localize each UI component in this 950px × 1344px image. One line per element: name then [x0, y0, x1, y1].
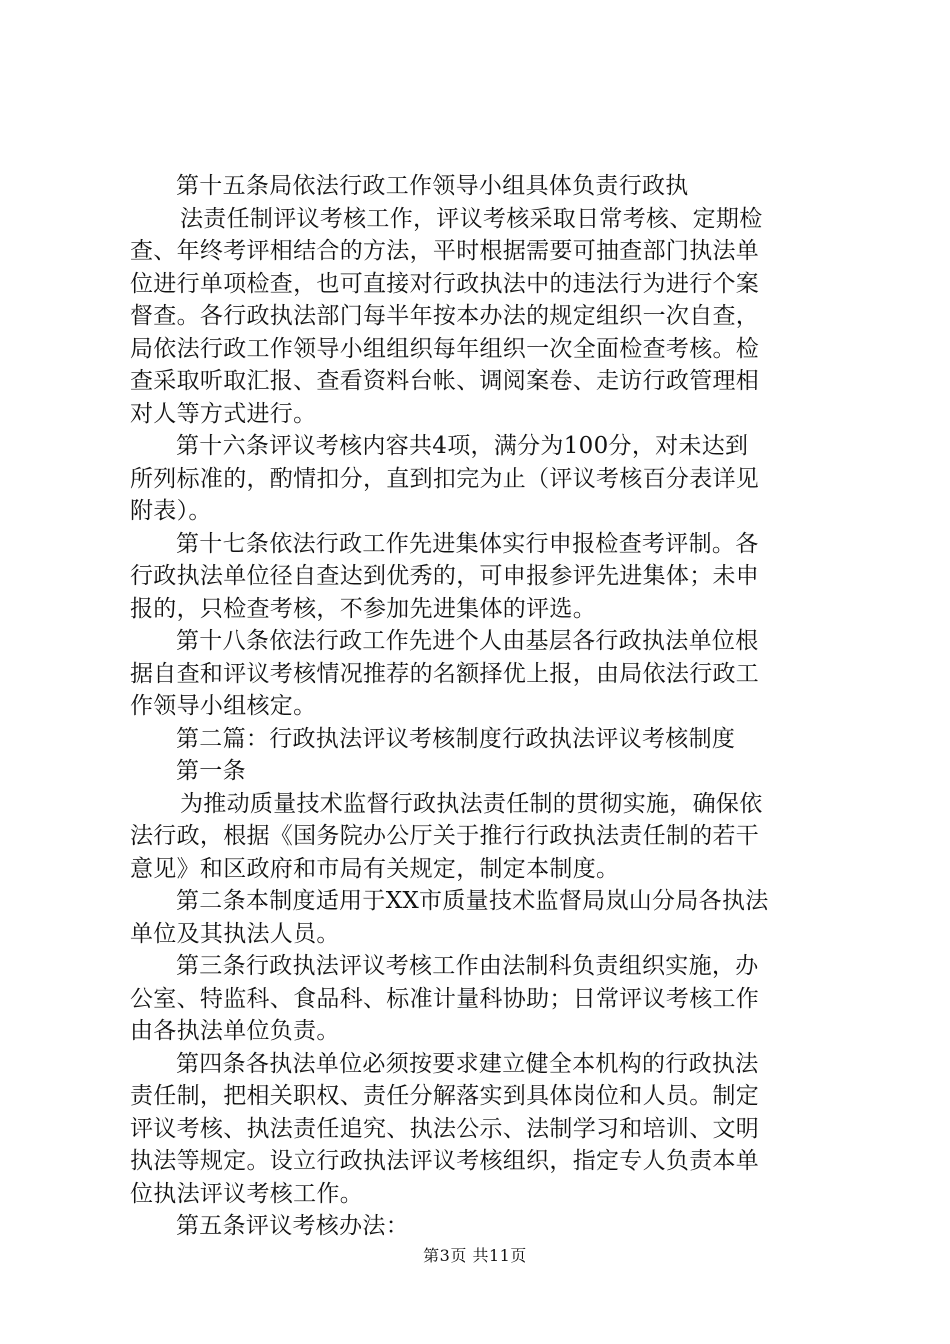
text-line: 所列标准的，酌情扣分，直到扣完为止（评议考核百分表详见 [130, 465, 760, 492]
text-line: 意见》和区政府和市局有关规定，制定本制度。 [130, 855, 620, 882]
text-line: 查、年终考评相结合的方法，平时根据需要可抽查部门执法单 [130, 238, 760, 264]
text-line: 为推动质量技术监督行政执法责任制的贯彻实施，确保依 [180, 790, 763, 817]
document-body [130, 170, 830, 1243]
text-line: 第十七条依法行政工作先进集体实行申报检查考评制。各 [176, 530, 759, 557]
page-footer: 第3页 共11页 [423, 1246, 527, 1265]
text-line: 公室、特监科、食品科、标准计量科协助；日常评议考核工作 [130, 985, 760, 1012]
text-line: 位执法评议考核工作。 [130, 1180, 363, 1207]
text-line: 法责任制评议考核工作，评议考核采取日常考核、定期检 [180, 205, 763, 232]
text-line: 第二条本制度适用于XX市质量技术监督局岚山分局各执法 [176, 888, 769, 914]
text-line: 第十六条评议考核内容共4项，满分为100分，对未达到 [176, 433, 749, 459]
text-line: 第一条 [176, 758, 246, 784]
text-line: 第四条各执法单位必须按要求建立健全本机构的行政执法 [176, 1050, 759, 1077]
text-line: 附表）。 [130, 498, 212, 524]
text-line: 由各执法单位负责。 [130, 1018, 340, 1044]
text-line: 行政执法单位径自查达到优秀的，可申报参评先进集体；未申 [130, 563, 760, 589]
text-line: 单位及其执法人员。 [130, 920, 340, 947]
text-line: 位进行单项检查，也可直接对行政执法中的违法行为进行个案 [130, 270, 760, 297]
text-line: 查采取听取汇报、查看资料台帐、调阅案卷、走访行政管理相 [130, 368, 760, 394]
text-line: 第十五条局依法行政工作领导小组具体负责行政执 [176, 173, 689, 199]
text-line: 第三条行政执法评议考核工作由法制科负责组织实施，办 [176, 953, 759, 979]
text-line: 评议考核、执法责任追究、执法公示、法制学习和培训、文明 [130, 1115, 760, 1142]
text-line: 法行政，根据《国务院办公厅关于推行行政执法责任制的若干 [130, 823, 760, 849]
text-line: 据自查和评议考核情况推荐的名额择优上报，由局依法行政工 [130, 660, 760, 687]
text-line: 作领导小组核定。 [130, 693, 317, 719]
text-line: 执法等规定。设立行政执法评议考核组织，指定专人负责本单 [130, 1148, 760, 1174]
text-line: 第五条评议考核办法： [176, 1213, 409, 1239]
text-line: 局依法行政工作领导小组组织每年组织一次全面检查考核。检 [130, 335, 760, 362]
text-line: 第二篇：行政执法评议考核制度行政执法评议考核制度 [176, 725, 736, 752]
text-line: 第十八条依法行政工作先进个人由基层各行政执法单位根 [176, 628, 759, 654]
text-line: 对人等方式进行。 [130, 400, 317, 427]
text-line: 督查。各行政执法部门每半年按本办法的规定组织一次自查， [130, 303, 760, 329]
text-line: 责任制，把相关职权、责任分解落实到具体岗位和人员。制定 [130, 1083, 760, 1109]
text-line: 报的，只检查考核，不参加先进集体的评选。 [130, 595, 596, 622]
